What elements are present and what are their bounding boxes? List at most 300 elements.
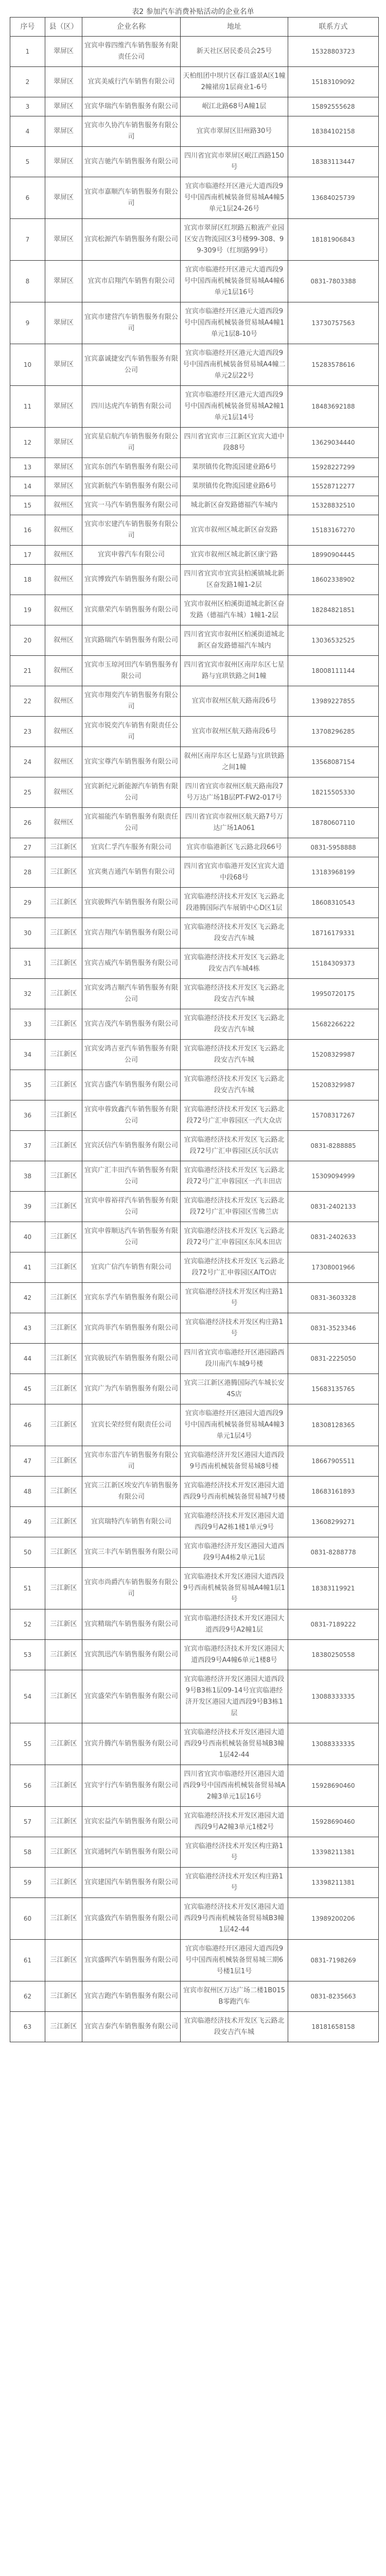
cell-district: 叙州区 — [45, 808, 82, 838]
cell-company-name: 宜宾吉盛汽车销售服务有限公司 — [82, 1070, 181, 1100]
cell-address: 宜宾市临港经济开发区港园大道西段9号A4栋2单元1层 — [181, 1537, 288, 1568]
cell-address: 宜宾临港经济技术开发区飞云路北段72号广汇申蓉园区一汽大众店 — [181, 1100, 288, 1131]
table-row — [10, 1222, 379, 1252]
cell-district: 翠屏区 — [45, 147, 82, 177]
cell-no: 60 — [10, 1898, 45, 1940]
cell-contact: 15928227299 — [288, 458, 379, 477]
cell-address: 宜宾临港经济技术开发区构庄路1号 — [181, 1283, 288, 1313]
table-row — [10, 2012, 379, 2042]
cell-address: 四川省宜宾市三江新区宜宾大道中段88号 — [181, 428, 288, 458]
table-row — [10, 116, 379, 147]
table-header-row — [10, 18, 379, 37]
cell-company-name: 宜宾广汇丰田汽车销售服务有限公司 — [82, 1161, 181, 1192]
cell-contact: 18667905511 — [288, 1446, 379, 1477]
cell-district: 三江新区 — [45, 1313, 82, 1344]
cell-district: 翠屏区 — [45, 458, 82, 477]
table-row — [10, 1131, 379, 1161]
table-row — [10, 1507, 379, 1537]
table-row — [10, 1807, 379, 1837]
cell-address: 宜宾市临港经济技术开发区港园大道西段9号A2幢1层 — [181, 1609, 288, 1640]
cell-no: 47 — [10, 1446, 45, 1477]
cell-contact: 18284821851 — [288, 595, 379, 625]
cell-contact: 18602338902 — [288, 565, 379, 595]
cell-no: 11 — [10, 386, 45, 428]
cell-contact: 13708296285 — [288, 717, 379, 747]
cell-company-name: 宜宾宏益汽车销售服务有限公司 — [82, 1807, 181, 1837]
cell-contact: 15183109092 — [288, 67, 379, 97]
cell-company-name: 宜宾申蓉顺达汽车销售服务有限公司 — [82, 1222, 181, 1252]
cell-address: 宜宾临港经济技术开发区港园大道西段9号西南机械装备贸易城B3幢1层42-44 — [181, 1723, 288, 1765]
cell-address: 菜坝镇传化物流园建业路6号 — [181, 477, 288, 496]
cell-district: 三江新区 — [45, 979, 82, 1009]
table-row — [10, 1446, 379, 1477]
table-row — [10, 428, 379, 458]
cell-district: 三江新区 — [45, 1252, 82, 1283]
cell-company-name: 宜宾三丰汽车销售服务有限公司 — [82, 1537, 181, 1568]
cell-district: 叙州区 — [45, 546, 82, 565]
table-row — [10, 1537, 379, 1568]
cell-contact: 15208329987 — [288, 1070, 379, 1100]
cell-contact: 19950720175 — [288, 979, 379, 1009]
cell-address: 菜坝镇传化物流园建业路6号 — [181, 458, 288, 477]
cell-contact: 13989227855 — [288, 686, 379, 717]
cell-district: 翠屏区 — [45, 302, 82, 344]
cell-contact: 18380250558 — [288, 1640, 379, 1670]
cell-company-name: 宜宾尚菲汽车销售服务有限公司 — [82, 1313, 181, 1344]
cell-address: 四川省宜宾市叙州区柏溪街道城北新区奋发路德福汽车城内 — [181, 625, 288, 656]
cell-no: 54 — [10, 1670, 45, 1723]
cell-district: 三江新区 — [45, 1374, 82, 1404]
table-row — [10, 1344, 379, 1374]
cell-district: 三江新区 — [45, 1070, 82, 1100]
cell-no: 46 — [10, 1404, 45, 1446]
cell-district: 三江新区 — [45, 1161, 82, 1192]
cell-no: 3 — [10, 97, 45, 116]
cell-district: 三江新区 — [45, 888, 82, 918]
cell-district: 叙州区 — [45, 496, 82, 515]
table-row — [10, 1009, 379, 1040]
table-row — [10, 565, 379, 595]
cell-no: 36 — [10, 1100, 45, 1131]
cell-contact: 18608310543 — [288, 888, 379, 918]
cell-address: 新天社区居民委员会25号 — [181, 37, 288, 67]
cell-district: 三江新区 — [45, 1100, 82, 1131]
cell-district: 叙州区 — [45, 515, 82, 546]
cell-contact: 13730757563 — [288, 302, 379, 344]
cell-contact: 18716179331 — [288, 918, 379, 948]
cell-address: 宜宾临港经济技术开发区飞云路北段港腾国际汽车展销中心D区1层 — [181, 888, 288, 918]
table-row — [10, 1404, 379, 1446]
cell-contact: 0831-8288778 — [288, 1537, 379, 1568]
cell-contact: 18383119921 — [288, 1568, 379, 1609]
cell-address: 宜宾市叙州区柏溪街道城北新区奋发路（德福汽车城）1幢1-2层 — [181, 595, 288, 625]
cell-district: 三江新区 — [45, 1477, 82, 1507]
cell-no: 43 — [10, 1313, 45, 1344]
cell-company-name: 宜宾东孚汽车销售服务有限公司 — [82, 1283, 181, 1313]
cell-company-name: 宜宾吉茂汽车销售服务有限公司 — [82, 1009, 181, 1040]
cell-company-name: 宜宾广信汽车销售有限公司 — [82, 1252, 181, 1283]
cell-company-name: 四川达虎汽车销售有限公司 — [82, 386, 181, 428]
enterprise-table — [10, 17, 379, 2042]
cell-no: 41 — [10, 1252, 45, 1283]
cell-no: 9 — [10, 302, 45, 344]
cell-address: 宜宾三江新区港腾国际汽车城长安4S店 — [181, 1374, 288, 1404]
table-row — [10, 1100, 379, 1131]
cell-no: 5 — [10, 147, 45, 177]
cell-district: 三江新区 — [45, 1507, 82, 1537]
cell-company-name: 宜宾安鸿吉顺汽车销售服务有限公司 — [82, 979, 181, 1009]
cell-company-name: 宜宾市久协汽车销售服务有限公司 — [82, 116, 181, 147]
table-row — [10, 302, 379, 344]
cell-company-name: 宜宾吉威汽车销售服务有限公司 — [82, 948, 181, 979]
cell-address: 宜宾市临港新区飞云路北段66号 — [181, 838, 288, 857]
cell-address: 宜宾临港技术开发区港园大道西段9号西南机械装备贸易城A4幢1层1号 — [181, 1568, 288, 1609]
cell-company-name: 宜宾市翔奕汽车销售服务有限公司 — [82, 686, 181, 717]
cell-contact: 13088333335 — [288, 1670, 379, 1723]
cell-company-name: 宜宾路瑞汽车销售服务有限公司 — [82, 625, 181, 656]
cell-no: 50 — [10, 1537, 45, 1568]
cell-district: 叙州区 — [45, 777, 82, 808]
cell-no: 38 — [10, 1161, 45, 1192]
cell-district: 三江新区 — [45, 2012, 82, 2042]
cell-contact: 17308001966 — [288, 1252, 379, 1283]
cell-contact: 13989200206 — [288, 1898, 379, 1940]
table-row — [10, 717, 379, 747]
table-row — [10, 948, 379, 979]
cell-address: 宜宾市临港经开区港园大道西段9号中国西南机械装备贸易城三期6号楼1层1号 — [181, 1940, 288, 1981]
cell-no: 13 — [10, 458, 45, 477]
cell-company-name: 宜宾申蓉四维汽车销售服务有限责任公司 — [82, 37, 181, 67]
cell-company-name: 宜宾申蓉致鑫汽车销售服务有限公司 — [82, 1100, 181, 1131]
cell-contact: 13398211381 — [288, 1868, 379, 1898]
cell-company-name: 宜宾申蓉裕祥汽车销售服务有限公司 — [82, 1192, 181, 1222]
table-row — [10, 1765, 379, 1807]
cell-contact: 15283578616 — [288, 344, 379, 386]
table-row — [10, 1723, 379, 1765]
cell-address: 宜宾市翠屏区旧州路30号 — [181, 116, 288, 147]
cell-address: 宜宾临港经济技术开发区飞云路北段72号广汇申蓉园区沃尔沃店 — [181, 1131, 288, 1161]
cell-company-name: 宜宾松源汽车销售服务有限公司 — [82, 219, 181, 261]
cell-address: 宜宾临港经济技术开发区飞云路北段安吉汽车城 — [181, 1040, 288, 1070]
cell-company-name: 宜宾市东雷汽车销售服务有限公司 — [82, 1446, 181, 1477]
cell-no: 63 — [10, 2012, 45, 2042]
cell-no: 35 — [10, 1070, 45, 1100]
cell-no: 16 — [10, 515, 45, 546]
cell-district: 三江新区 — [45, 1670, 82, 1723]
table-row — [10, 838, 379, 857]
cell-contact: 0831-2225050 — [288, 1344, 379, 1374]
cell-company-name: 宜宾东创汽车销售服务有限公司 — [82, 458, 181, 477]
table-row — [10, 147, 379, 177]
table-row — [10, 1283, 379, 1313]
cell-district: 三江新区 — [45, 1009, 82, 1040]
cell-no: 56 — [10, 1765, 45, 1807]
cell-address: 宜宾市临港经开区港元大道西段9号中国西南机械装备贸易城A2幢1单元1层14号 — [181, 386, 288, 428]
cell-address: 宜宾临港经济技术开发区飞云路北段安吉汽车城 — [181, 1009, 288, 1040]
cell-contact: 0831-2402133 — [288, 1192, 379, 1222]
cell-no: 27 — [10, 838, 45, 857]
cell-contact: 13608299271 — [288, 1507, 379, 1537]
cell-no: 44 — [10, 1344, 45, 1374]
cell-no: 7 — [10, 219, 45, 261]
cell-contact: 15708317267 — [288, 1100, 379, 1131]
cell-address: 宜宾临港经济技术开发区港园大道西段9号A2栋1楼1单元9号 — [181, 1507, 288, 1537]
cell-address: 宜宾临港经济技术开发区飞云路北段72号广汇申蓉园区东风本田店 — [181, 1222, 288, 1252]
cell-no: 17 — [10, 546, 45, 565]
cell-no: 57 — [10, 1807, 45, 1837]
cell-no: 29 — [10, 888, 45, 918]
cell-district: 三江新区 — [45, 948, 82, 979]
cell-address: 宜宾市叙州区航天路南段6号 — [181, 717, 288, 747]
cell-district: 叙州区 — [45, 717, 82, 747]
cell-address: 宜宾临港经济技术开发区飞云路北段72号广汇申蓉园区一汽丰田店 — [181, 1161, 288, 1192]
cell-no: 21 — [10, 656, 45, 686]
cell-company-name: 宜宾星启航汽车销售服务有限公司 — [82, 428, 181, 458]
cell-address: 宜宾临港经济技术开发区港园大道西段9号西南机械装备贸易城B3幢1层42-44 — [181, 1898, 288, 1940]
cell-address: 四川省宜宾市临港经开区港园大道西段9号中国西南机械装备贸易城A2幢3单元1层16号 — [181, 1765, 288, 1807]
cell-contact: 15208329987 — [288, 1040, 379, 1070]
cell-district: 翠屏区 — [45, 97, 82, 116]
cell-company-name: 宜宾盛荣汽车销售服务有限公司 — [82, 1670, 181, 1723]
cell-contact: 0831-3523346 — [288, 1313, 379, 1344]
table-body — [10, 37, 379, 2042]
cell-company-name: 宜宾升腾汽车销售服务有限公司 — [82, 1723, 181, 1765]
cell-address: 四川省宜宾市叙州区航天路7号万达广场1A061 — [181, 808, 288, 838]
cell-contact: 18008111144 — [288, 656, 379, 686]
cell-address: 叙州区南岸东区七星路与宜珙铁路之间1幢 — [181, 747, 288, 777]
cell-no: 55 — [10, 1723, 45, 1765]
cell-company-name: 宜宾市嘉顺汽车销售服务有限公司 — [82, 177, 181, 219]
cell-address: 宜宾临港经济开发区港园大道西段9号西南机械装备贸易城8号楼 — [181, 1446, 288, 1477]
header-district: 县（区） — [45, 18, 82, 37]
table-row — [10, 1940, 379, 1981]
table-row — [10, 747, 379, 777]
cell-address: 宜宾临港经济技术开发区构庄路1号 — [181, 1837, 288, 1868]
cell-address: 宜宾市叙州区城北新区康宁路 — [181, 546, 288, 565]
table-row — [10, 656, 379, 686]
cell-company-name: 宜宾宇行汽车销售服务有限公司 — [82, 1765, 181, 1807]
cell-company-name: 宜宾市锐奕汽车销售有限责任公司 — [82, 717, 181, 747]
cell-address: 宜宾临港经济技术开发区飞云路北段安吉汽车城4栋 — [181, 948, 288, 979]
cell-contact: 18215505330 — [288, 777, 379, 808]
table-row — [10, 458, 379, 477]
cell-contact: 18683161893 — [288, 1477, 379, 1507]
cell-contact: 13684025739 — [288, 177, 379, 219]
cell-contact: 0831-3603328 — [288, 1283, 379, 1313]
cell-district: 翠屏区 — [45, 344, 82, 386]
cell-address: 宜宾市临港经开区港园大道西段9号中国西南机械装备贸易城A4幢3单元1层4号 — [181, 1404, 288, 1446]
cell-address: 宜宾市叙州区航天路南段6号 — [181, 686, 288, 717]
cell-district: 翠屏区 — [45, 177, 82, 219]
table-row — [10, 1070, 379, 1100]
table-row — [10, 1609, 379, 1640]
cell-no: 42 — [10, 1283, 45, 1313]
cell-contact: 15892555628 — [288, 97, 379, 116]
cell-no: 62 — [10, 1981, 45, 2012]
cell-company-name: 宜宾广为汽车销售服务有限公司 — [82, 1374, 181, 1404]
header-name: 企业名称 — [82, 18, 181, 37]
cell-company-name: 宜宾新航汽车销售服务有限公司 — [82, 477, 181, 496]
cell-no: 19 — [10, 595, 45, 625]
cell-contact: 0831-7803388 — [288, 261, 379, 302]
table-row — [10, 857, 379, 888]
cell-no: 25 — [10, 777, 45, 808]
cell-address: 四川省宜宾市临港经开区港园路西段川南汽车城9号楼 — [181, 1344, 288, 1374]
cell-contact: 13568087154 — [288, 747, 379, 777]
cell-district: 翠屏区 — [45, 386, 82, 428]
cell-district: 翠屏区 — [45, 67, 82, 97]
cell-contact: 15683135765 — [288, 1374, 379, 1404]
cell-company-name: 宜宾美威行汽车销售有限公司 — [82, 67, 181, 97]
cell-company-name: 宜宾宝尊汽车销售服务有限公司 — [82, 747, 181, 777]
cell-no: 23 — [10, 717, 45, 747]
cell-district: 翠屏区 — [45, 116, 82, 147]
table-row — [10, 1374, 379, 1404]
cell-contact: 0831-2402633 — [288, 1222, 379, 1252]
cell-no: 39 — [10, 1192, 45, 1222]
cell-contact: 18181906843 — [288, 219, 379, 261]
cell-address: 四川省宜宾市叙州区南岸东区七星路与宜珙铁路之间1幢 — [181, 656, 288, 686]
cell-contact: 15928690460 — [288, 1807, 379, 1837]
cell-district: 三江新区 — [45, 1283, 82, 1313]
cell-company-name: 宜宾吉泰汽车销售服务有限公司 — [82, 2012, 181, 2042]
cell-company-name: 宜宾嘉诚捷安汽车销售服务有限公司 — [82, 344, 181, 386]
table-row — [10, 1837, 379, 1868]
cell-contact: 18483692188 — [288, 386, 379, 428]
cell-company-name: 宜宾建国汽车销售服务有限公司 — [82, 1868, 181, 1898]
cell-company-name: 宜宾吉跑汽车销售服务有限公司 — [82, 1981, 181, 2012]
table-row — [10, 1040, 379, 1070]
table-row — [10, 918, 379, 948]
table-row — [10, 1477, 379, 1507]
cell-company-name: 宜宾仁孚汽车服务有限公司 — [82, 838, 181, 857]
cell-district: 三江新区 — [45, 838, 82, 857]
table-row — [10, 1640, 379, 1670]
table-row — [10, 686, 379, 717]
cell-district: 三江新区 — [45, 1640, 82, 1670]
cell-contact: 0831-8235663 — [288, 1981, 379, 2012]
cell-address: 宜宾临港经济技术开发区构庄路1号 — [181, 1868, 288, 1898]
cell-no: 61 — [10, 1940, 45, 1981]
cell-no: 33 — [10, 1009, 45, 1040]
cell-district: 叙州区 — [45, 625, 82, 656]
cell-address: 宜宾临港经济技术开发区飞云路北段72号广汇申蓉园区雪佛兰店 — [181, 1192, 288, 1222]
table-row — [10, 477, 379, 496]
cell-contact: 13036532525 — [288, 625, 379, 656]
cell-contact: 0831-7189222 — [288, 1609, 379, 1640]
cell-district: 三江新区 — [45, 1446, 82, 1477]
cell-no: 32 — [10, 979, 45, 1009]
cell-company-name: 宜宾盛晖汽车销售服务有限公司 — [82, 1940, 181, 1981]
cell-address: 宜宾市临港经济技术开发区港园大道西段9号A4幢6单元1楼8号 — [181, 1640, 288, 1670]
cell-no: 30 — [10, 918, 45, 948]
cell-contact: 0831-8288885 — [288, 1131, 379, 1161]
table-row — [10, 1568, 379, 1609]
cell-no: 59 — [10, 1868, 45, 1898]
cell-company-name: 宜宾瑞特汽车销售有限公司 — [82, 1507, 181, 1537]
cell-no: 37 — [10, 1131, 45, 1161]
table-title: 表2 参加汽车消费补贴活动的企业名单 — [132, 8, 254, 16]
header-address: 地址 — [181, 18, 288, 37]
cell-contact: 15328803723 — [288, 37, 379, 67]
cell-no: 49 — [10, 1507, 45, 1537]
cell-address: 宜宾市叙州区城北新区奋发路 — [181, 515, 288, 546]
cell-district: 叙州区 — [45, 565, 82, 595]
cell-no: 34 — [10, 1040, 45, 1070]
cell-district: 三江新区 — [45, 1568, 82, 1609]
cell-company-name: 宜宾一马汽车销售服务有限公司 — [82, 496, 181, 515]
table-row — [10, 1898, 379, 1940]
table-row — [10, 808, 379, 838]
cell-address: 宜宾临港经济技术开发区飞云路北段安吉汽车城 — [181, 2012, 288, 2042]
cell-no: 45 — [10, 1374, 45, 1404]
table-row — [10, 1161, 379, 1192]
cell-address: 四川省宜宾市叙州区航天路南段7号万达广场1B层PT-FW2-017号 — [181, 777, 288, 808]
cell-company-name: 宜宾市玉琼河田汽车销售服务有限公司 — [82, 656, 181, 686]
cell-district: 翠屏区 — [45, 428, 82, 458]
cell-contact: 15928690460 — [288, 1765, 379, 1807]
cell-no: 12 — [10, 428, 45, 458]
cell-company-name: 宜宾福能汽车销售服务有限责任公司 — [82, 808, 181, 838]
table-row — [10, 546, 379, 565]
cell-contact: 13398211381 — [288, 1837, 379, 1868]
table-row — [10, 1192, 379, 1222]
cell-no: 58 — [10, 1837, 45, 1868]
cell-contact: 18990904445 — [288, 546, 379, 565]
cell-contact: 15328832510 — [288, 496, 379, 515]
cell-district: 三江新区 — [45, 1404, 82, 1446]
cell-company-name: 宜宾鼎荣汽车销售服务有限公司 — [82, 595, 181, 625]
table-row — [10, 1670, 379, 1723]
cell-contact: 18308128365 — [288, 1404, 379, 1446]
cell-contact: 18181658158 — [288, 2012, 379, 2042]
cell-district: 三江新区 — [45, 1868, 82, 1898]
cell-address: 宜宾市翠屏区红坝路五粮液产业园区安吉物流园区3号楼99-308、99-309号（红坝路99号） — [181, 219, 288, 261]
cell-company-name: 宜宾凯迅汽车销售服务有限公司 — [82, 1640, 181, 1670]
table-row — [10, 777, 379, 808]
cell-company-name: 宜宾精瑞汽车销售服务有限公司 — [82, 1609, 181, 1640]
cell-no: 31 — [10, 948, 45, 979]
cell-address: 四川省宜宾市临港开发区宜宾大道中段68号 — [181, 857, 288, 888]
table-row — [10, 1868, 379, 1898]
cell-no: 1 — [10, 37, 45, 67]
cell-address: 宜宾临港经济技术开发区飞云路北段72号广汇申蓉园区AITO店 — [181, 1252, 288, 1283]
table-row — [10, 177, 379, 219]
table-row — [10, 625, 379, 656]
cell-no: 53 — [10, 1640, 45, 1670]
cell-contact: 0831-7198269 — [288, 1940, 379, 1981]
cell-district: 翠屏区 — [45, 37, 82, 67]
cell-company-name: 宜宾新纪元新能源汽车销售有限公司 — [82, 777, 181, 808]
cell-company-name: 宜宾沃信汽车销售服务有限公司 — [82, 1131, 181, 1161]
cell-address: 天柏组团中坝片区春江盛景A区1幢2幢裙房1层商业1-6号 — [181, 67, 288, 97]
cell-district: 翠屏区 — [45, 219, 82, 261]
cell-no: 40 — [10, 1222, 45, 1252]
cell-district: 三江新区 — [45, 1609, 82, 1640]
cell-company-name: 宜宾骏辉汽车销售服务有限公司 — [82, 888, 181, 918]
cell-company-name: 宜宾奥吉通汽车销售有限公司 — [82, 857, 181, 888]
cell-address: 宜宾临港经济开发区港园大道西段9号B3栋1层09-14号宜宾临港经济开发区港园大道西段9号B3栋1层 — [181, 1670, 288, 1723]
cell-district: 翠屏区 — [45, 477, 82, 496]
cell-no: 2 — [10, 67, 45, 97]
cell-district: 叙州区 — [45, 686, 82, 717]
table-row — [10, 219, 379, 261]
cell-no: 8 — [10, 261, 45, 302]
table-row — [10, 386, 379, 428]
cell-address: 宜宾市临港经开区港元大道西段9号中国西南机械装备贸易城A4幢6单元1层16号 — [181, 261, 288, 302]
cell-no: 6 — [10, 177, 45, 219]
cell-address: 四川省宜宾市宜宾县柏溪镇城北新区奋发路1幢1-2层 — [181, 565, 288, 595]
